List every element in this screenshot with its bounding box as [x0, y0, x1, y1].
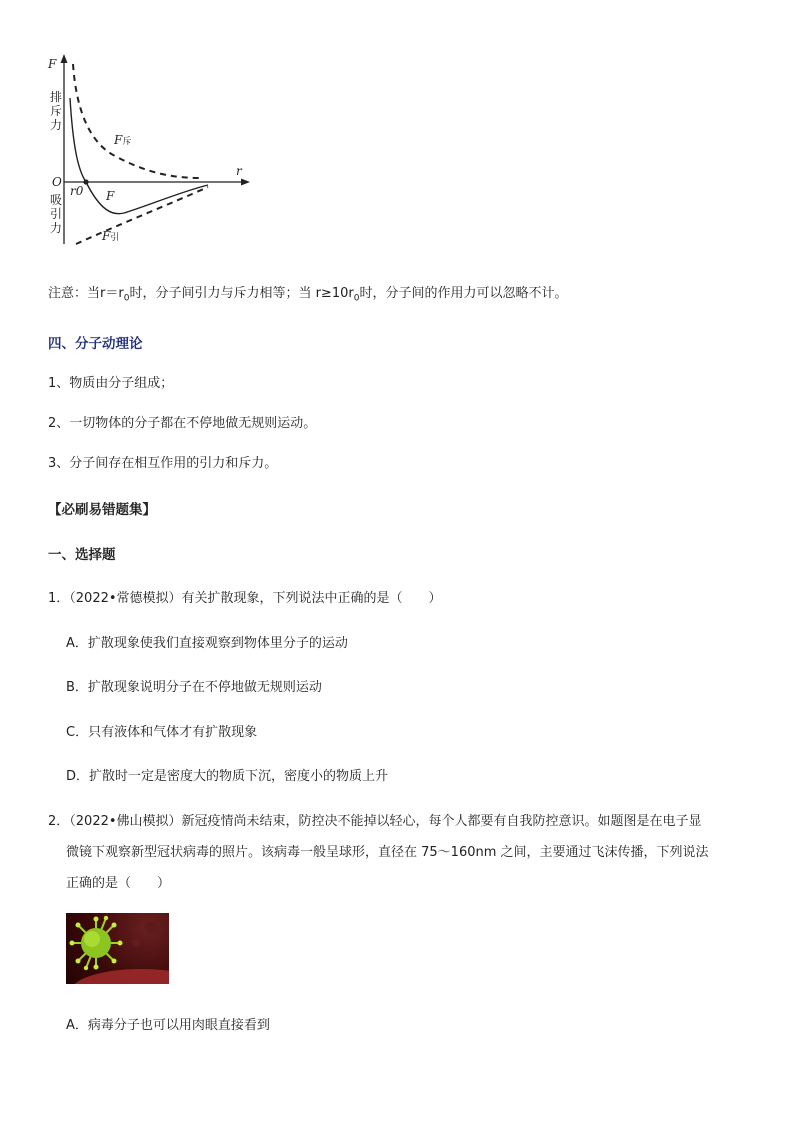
list-item: 1、物质由分子组成； [48, 376, 174, 391]
q1-option-b: B．扩散现象说明分子在不停地做无规则运动 [66, 680, 322, 695]
attraction-curve [76, 187, 208, 244]
repulsion-force-label: F斥 [114, 133, 132, 147]
virus-illustration [66, 913, 169, 984]
force-diagram [40, 52, 270, 252]
question-2-stem-line: 微镜下观察新型冠状病毒的照片。该病毒一般呈球形，直径在 75～160nm 之间，主要通过飞沫传播，下列说法 [66, 845, 709, 860]
note-line: 注意：当$r=r_0$时，分子间引力与斥力相等；当 $r\ge 10r_0$时，分子间的作用力可以忽略不计。 [48, 286, 568, 304]
section-title: 四、分子动理论 [48, 336, 143, 352]
question-1-stem: 1．（2022•常德模拟）有关扩散现象，下列说法中正确的是（ ） [48, 591, 442, 606]
origin-label: O [52, 175, 62, 189]
attraction-label: 吸引力 [49, 193, 62, 235]
errorset-title: 【必刷易错题集】 [48, 502, 156, 518]
f-axis-arrow [61, 54, 68, 63]
list-item: 3、分子间存在相互作用的引力和斥力。 [48, 456, 278, 471]
q1-option-c: C．只有液体和气体才有扩散现象 [66, 725, 258, 740]
r0-label: r0 [70, 184, 84, 198]
q1-option-d: D．扩散时一定是密度大的物质下沉，密度小的物质上升 [66, 769, 389, 784]
q1-option-a: A．扩散现象使我们直接观察到物体里分子的运动 [66, 636, 348, 651]
resultant-curve [70, 98, 208, 214]
force-curve-graph [40, 52, 270, 252]
question-2-stem-line: 2．（2022•佛山模拟）新冠疫情尚未结束，防控决不能掉以轻心，每个人都要有自我防控意识。如题图是在电子显 [48, 814, 702, 829]
r-axis-arrow [241, 179, 250, 186]
question-type-heading: 一、选择题 [48, 547, 116, 563]
repulsion-curve [73, 64, 200, 178]
list-item: 2、一切物体的分子都在不停地做无规则运动。 [48, 416, 317, 431]
resultant-force-label: F [106, 189, 115, 203]
attraction-force-label: F引 [102, 229, 120, 243]
r0-point [83, 179, 88, 184]
repulsion-label: 排斥力 [49, 90, 62, 132]
r-axis-label: r [236, 164, 242, 178]
virus-photo [66, 913, 169, 984]
f-axis-label: F [48, 57, 57, 71]
q2-option-a: A．病毒分子也可以用肉眼直接看到 [66, 1018, 270, 1033]
question-2-stem-line: 正确的是（ ） [66, 876, 171, 891]
